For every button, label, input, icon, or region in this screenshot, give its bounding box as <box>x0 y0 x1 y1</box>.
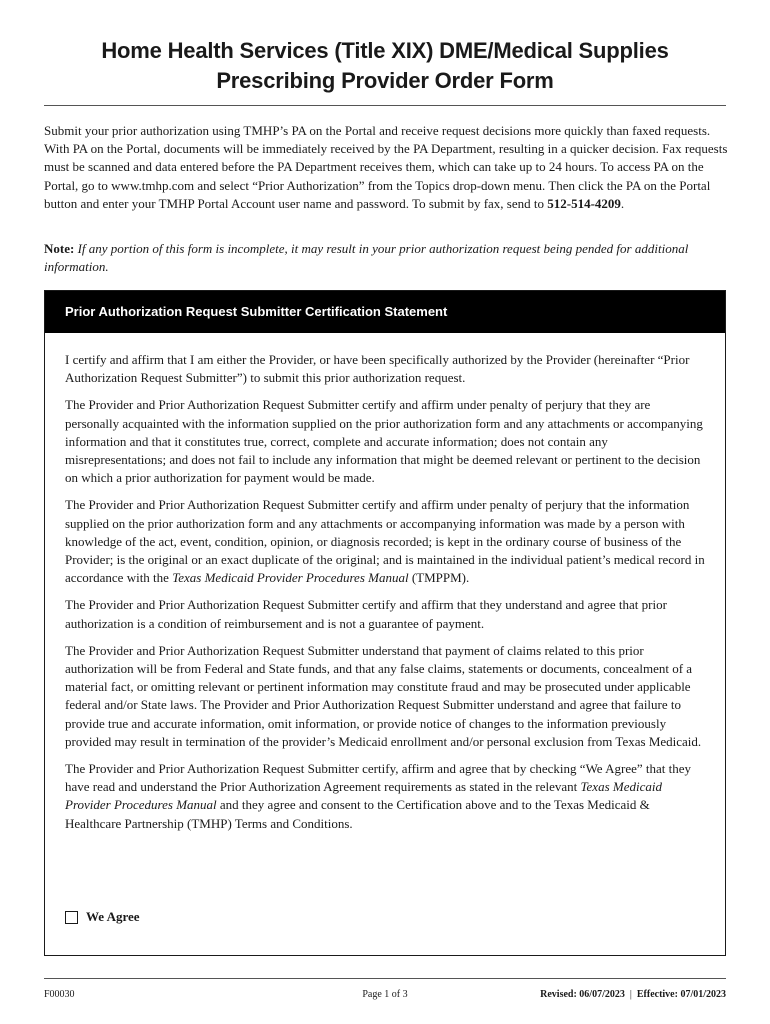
footer-divider <box>44 978 726 979</box>
revision-dates <box>540 988 726 1002</box>
certification-paragraph-6-suffix: and they agree and consent to the Certification above and to the Texas Medicaid & Healthcare Partnership (TMHP) Terms and Conditions. <box>65 797 650 831</box>
certification-header <box>45 291 725 333</box>
certification-paragraph-3 <box>65 496 705 587</box>
fax-number: 512-514-4209 <box>547 195 621 211</box>
tmppm-title: Texas Medicaid Provider Procedures Manual <box>172 570 409 586</box>
certification-paragraph-2: The Provider and Prior Authorization Request Submitter certify and affirm under penalty of perjury that they are personally acquainted with the information supplied on the prior authorization form and any attachments or accompanying information and that it constitutes true, correct, complete and accurate information; does not contain any misrepresentations; and does not fail to include any information that might be deemed relevant or pertinent to the decision on which a prior authorization for payment would be made. <box>65 397 703 486</box>
note-paragraph <box>44 240 728 276</box>
certification-body <box>65 351 705 842</box>
certification-paragraph-3-suffix: (TMPPM). <box>408 570 470 586</box>
certification-section <box>44 290 726 956</box>
effective-date: Effective: 07/01/2023 <box>636 989 726 1000</box>
certification-paragraph-5: The Provider and Prior Authorization Request Submitter understand that payment of claims related to this prior authorization will be from Federal and State funds, and that any false claims, statements or documents, concealment of a material fact, or omitting relevant or pertinent information may constitute fraud and may be prosecuted under applicable federal and/or State laws. The Provider and Prior Authorization Request Submitter understand and agree that failure to provide true and accurate information, omit information, or provide notice of changes to the information previously provided may result in termination of the provider’s Medicaid enrollment and/or personal exclusion from Texas Medicaid. <box>65 642 702 749</box>
intro-text: Submit your prior authorization using TMHP’s PA on the Portal and receive request decisions more quickly than faxed requests. With PA on the Portal, documents will be immediately received by the PA Department, resulting in a quicker decision. Fax requests must be scanned and data entered before the PA Department receives them, which can take up to 24 hours. To access PA on the Portal, go to www.tmhp.com and select “Prior Authorization” from the Topics drop-down menu. Then click the PA on the Portal button and enter your TMHP Portal Account user name and password. To submit by fax, send to <box>44 123 728 211</box>
certification-paragraph-6 <box>65 760 705 833</box>
date-separator: | <box>629 989 632 1000</box>
intro-period: . <box>620 195 625 211</box>
tmppm-title-2: Texas Medicaid Provider Procedures Manual <box>65 779 662 813</box>
page-number: Page 1 of 3 <box>362 989 408 1000</box>
header-divider <box>44 105 726 106</box>
we-agree-option[interactable] <box>65 909 140 925</box>
form-id: F00030 <box>44 989 75 1000</box>
revised-date: Revised: 06/07/2023 <box>540 989 625 1000</box>
we-agree-label[interactable]: We Agree <box>86 909 140 924</box>
intro-paragraph <box>44 122 728 213</box>
we-agree-checkbox[interactable] <box>65 911 78 924</box>
certification-paragraph-3-text: The Provider and Prior Authorization Request Submitter certify and affirm under penalty of perjury that the information supplied on the prior authorization form and any attachments or accompanying information was made by a person with knowledge of the act, event, condition, opinion, or diagnosis recorded; is kept in the ordinary course of business of the Provider; is the original or an exact duplicate of the original; and is maintained in the individual patient’s medical record in accordance with the <box>65 497 705 586</box>
certification-paragraph-4: The Provider and Prior Authorization Request Submitter certify and affirm that they understand and agree that prior authorization is a condition of reimbursement and is not a guarantee of payment. <box>65 597 667 631</box>
page-title-line-1: Home Health Services (Title XIX) DME/Medical Supplies <box>101 38 669 63</box>
note-label: Note: <box>44 241 75 256</box>
page-title <box>44 36 726 96</box>
certification-paragraph-1: I certify and affirm that I am either the Provider, or have been specifically authorized by the Provider (hereinafter “Prior Authorization Request Submitter”) to submit this prior authorization request. <box>65 352 690 386</box>
note-text: If any portion of this form is incomplete, it may result in your prior authorization request being pended for additional information. <box>44 241 689 275</box>
page-title-line-2: Prescribing Provider Order Form <box>216 68 554 93</box>
certification-title: Prior Authorization Request Submitter Certification Statement <box>65 304 448 319</box>
certification-paragraph-6-text: The Provider and Prior Authorization Request Submitter certify, affirm and agree that by checking “We Agree” that they have read and understand the Prior Authorization Agreement requirements as stated in the relevant <box>65 761 691 795</box>
